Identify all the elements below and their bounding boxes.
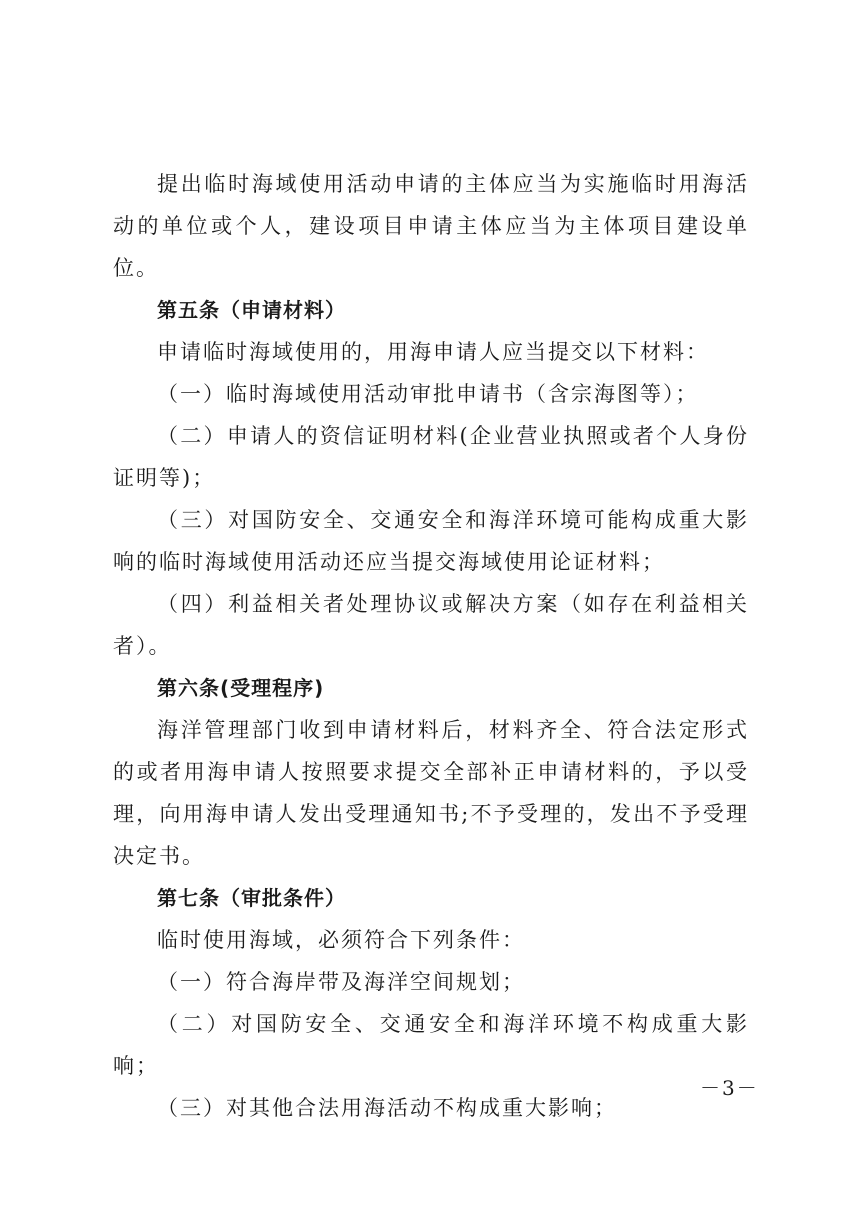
paragraph: 海洋管理部门收到申请材料后，材料齐全、符合法定形式的或者用海申请人按照要求提交全部补正申请材料的，予以受理，向用海申请人发出受理通知书;不予受理的，发出不予受理决定书。 [113,718,749,868]
list-item: （二）对国防安全、交通安全和海洋环境不构成重大影响； [113,1012,749,1078]
article-heading: 第五条（申请材料） [157,298,346,322]
article-heading: 第七条（审批条件） [157,886,346,910]
paragraph: 临时使用海域，必须符合下列条件： [157,928,525,952]
list-item: （三）对国防安全、交通安全和海洋环境可能构成重大影响的临时海域使用活动还应当提交海域使用论证材料； [113,508,749,574]
paragraph: 提出临时海域使用活动申请的主体应当为实施临时用海活动的单位或个人，建设项目申请主体应当为主体项目建设单位。 [113,172,749,280]
list-item: （一）临时海域使用活动审批申请书（含宗海图等）； [157,382,699,406]
list-item: （二）申请人的资信证明材料(企业营业执照或者个人身份证明等)； [113,424,749,490]
paragraph: 申请临时海域使用的，用海申请人应当提交以下材料： [157,340,709,364]
document-body [113,163,749,1129]
list-item: （四）利益相关者处理协议或解决方案（如存在利益相关者）。 [113,592,749,658]
page-number: －3－ [700,1076,759,1100]
list-item: （三）对其他合法用海活动不构成重大影响； [157,1096,617,1120]
article-heading: 第六条(受理程序) [157,676,325,700]
list-item: （一）符合海岸带及海洋空间规划； [157,970,525,994]
